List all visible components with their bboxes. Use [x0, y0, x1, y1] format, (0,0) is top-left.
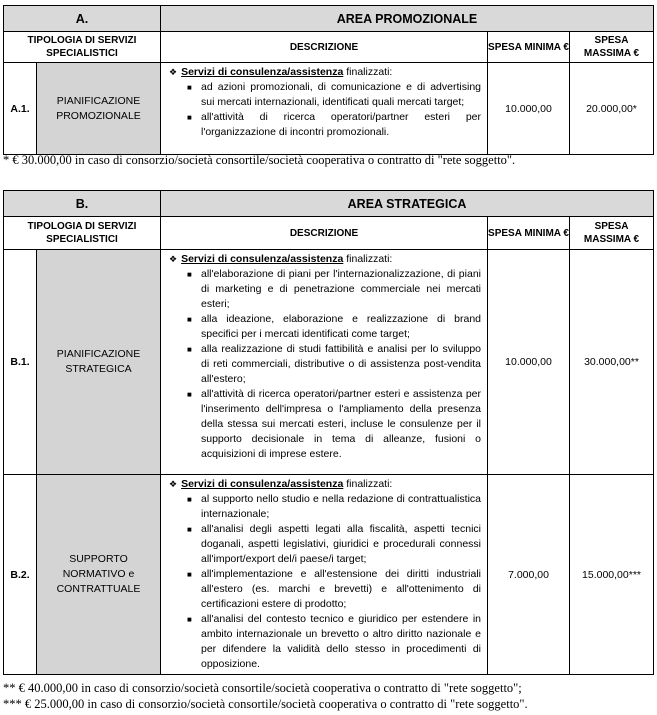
list-item-text: all'attività di ricerca operatori/partner esteri per l'organizzazione di incontri promozionali.	[201, 111, 481, 138]
max-amount: 20.000,00*	[570, 63, 654, 155]
col-header-max: SPESA MASSIMA €	[570, 32, 654, 63]
list-item-text: all'implementazione e all'estensione dei diritti industriali all'estero (es. marchi e brevetti) e all'ottenimento di certificazioni estere di prodotto;	[201, 568, 481, 610]
area-a-header	[4, 6, 654, 32]
area-a-column-headers	[4, 32, 654, 63]
table-row	[4, 475, 654, 675]
area-b-letter: B.	[4, 191, 161, 217]
square-bullet-icon: ■	[187, 270, 192, 279]
description-intro	[169, 65, 481, 80]
list-item	[167, 612, 481, 672]
square-bullet-icon: ■	[187, 570, 192, 579]
area-b-header	[4, 191, 654, 217]
intro-rest: finalizzati:	[343, 66, 393, 78]
description-list	[167, 80, 481, 140]
row-service-name: PIANIFICAZIONE STRATEGICA	[37, 250, 161, 475]
list-item-text: all'elaborazione di piani per l'internazionalizzazione, di piani di marketing e di penetrazione commerciale nei mercati esteri;	[201, 268, 481, 310]
list-item-text: all'analisi degli aspetti legati alla fiscalità, aspetti tecnici doganali, aspetti legislativi, giuridici e procedurali connessi all'import/export del/i paese/i target;	[201, 523, 481, 565]
col-header-min: SPESA MINIMA €	[488, 32, 570, 63]
list-item	[167, 492, 481, 522]
square-bullet-icon: ■	[187, 113, 192, 122]
list-item-text: all'analisi del contesto tecnico e giuridico per estendere in ambito internazionale un brevetto o altro diritto nazionale e per difendere la validità dello stesso in procedimenti di opposizione.	[201, 613, 481, 670]
list-item-text: alla realizzazione di studi fattibilità e analisi per lo sviluppo di reti commerciali, distributive o di assistenza post-vendita all'estero;	[201, 343, 481, 385]
footnote: * € 30.000,00 in caso di consorzio/società consortile/società cooperativa o contratto di "rete soggetto".	[3, 153, 516, 167]
row-id: B.2.	[4, 475, 37, 675]
square-bullet-icon: ■	[187, 495, 192, 504]
row-description	[161, 250, 488, 475]
min-amount: 10.000,00	[488, 250, 570, 475]
footnote: ** € 40.000,00 in caso di consorzio/società consortile/società cooperativa o contratto di "rete soggetto";	[3, 681, 522, 695]
intro-rest: finalizzati:	[343, 253, 393, 265]
row-description	[161, 475, 488, 675]
diamond-bullet-icon: ❖	[169, 479, 178, 489]
intro-label: Servizi di consulenza/assistenza	[181, 478, 344, 490]
list-item-text: alla ideazione, elaborazione e realizzazione di brand specifici per i mercati identificati come target;	[201, 313, 481, 340]
square-bullet-icon: ■	[187, 315, 192, 324]
row-service-name: PIANIFICAZIONE PROMOZIONALE	[37, 63, 161, 155]
list-item	[167, 80, 481, 110]
table-row	[4, 63, 654, 155]
square-bullet-icon: ■	[187, 390, 192, 399]
area-a-title: AREA PROMOZIONALE	[161, 6, 654, 32]
square-bullet-icon: ■	[187, 83, 192, 92]
row-id: A.1.	[4, 63, 37, 155]
footnote: *** € 25.000,00 in caso di consorzio/società consortile/società cooperativa o contratto di "rete soggetto".	[3, 697, 528, 711]
list-item-text: al supporto nello studio e nella redazione di contrattualistica internazionale;	[201, 493, 481, 520]
intro-rest: finalizzati:	[343, 478, 393, 490]
min-amount: 10.000,00	[488, 63, 570, 155]
diamond-bullet-icon: ❖	[169, 67, 178, 77]
max-amount: 15.000,00***	[570, 475, 654, 675]
intro-label: Servizi di consulenza/assistenza	[181, 253, 344, 265]
list-item-text: all'attività di ricerca operatori/partner esteri e assistenza per l'inserimento dell'impresa o l'ampliamento della presenza della stessa sui mercati esteri, incluse le consulenze per il supporto decisionale in tema di alleanze, fusioni o acquisizioni di imprese estere.	[201, 388, 481, 460]
col-header-description: DESCRIZIONE	[161, 217, 488, 250]
list-item	[167, 110, 481, 140]
list-item	[167, 342, 481, 387]
col-header-min: SPESA MINIMA €	[488, 217, 570, 250]
row-id: B.1.	[4, 250, 37, 475]
row-service-name: SUPPORTO NORMATIVO e CONTRATTUALE	[37, 475, 161, 675]
area-a-table	[3, 5, 654, 155]
col-header-type: TIPOLOGIA DI SERVIZI SPECIALISTICI	[4, 217, 161, 250]
description-list	[167, 267, 481, 462]
max-amount: 30.000,00**	[570, 250, 654, 475]
list-item	[167, 567, 481, 612]
min-amount: 7.000,00	[488, 475, 570, 675]
square-bullet-icon: ■	[187, 345, 192, 354]
area-b-title: AREA STRATEGICA	[161, 191, 654, 217]
col-header-type: TIPOLOGIA DI SERVIZI SPECIALISTICI	[4, 32, 161, 63]
col-header-description: DESCRIZIONE	[161, 32, 488, 63]
area-a-letter: A.	[4, 6, 161, 32]
description-intro	[169, 477, 481, 492]
intro-label: Servizi di consulenza/assistenza	[181, 66, 344, 78]
row-description	[161, 63, 488, 155]
description-intro	[169, 252, 481, 267]
square-bullet-icon: ■	[187, 525, 192, 534]
area-b-table	[3, 190, 654, 675]
list-item	[167, 522, 481, 567]
area-b-column-headers	[4, 217, 654, 250]
list-item	[167, 312, 481, 342]
table-row	[4, 250, 654, 475]
diamond-bullet-icon: ❖	[169, 254, 178, 264]
square-bullet-icon: ■	[187, 615, 192, 624]
list-item	[167, 387, 481, 462]
list-item	[167, 267, 481, 312]
description-list	[167, 492, 481, 672]
col-header-max: SPESA MASSIMA €	[570, 217, 654, 250]
list-item-text: ad azioni promozionali, di comunicazione e di advertising sui mercati internazionali, identificati quali mercati target;	[201, 81, 481, 108]
